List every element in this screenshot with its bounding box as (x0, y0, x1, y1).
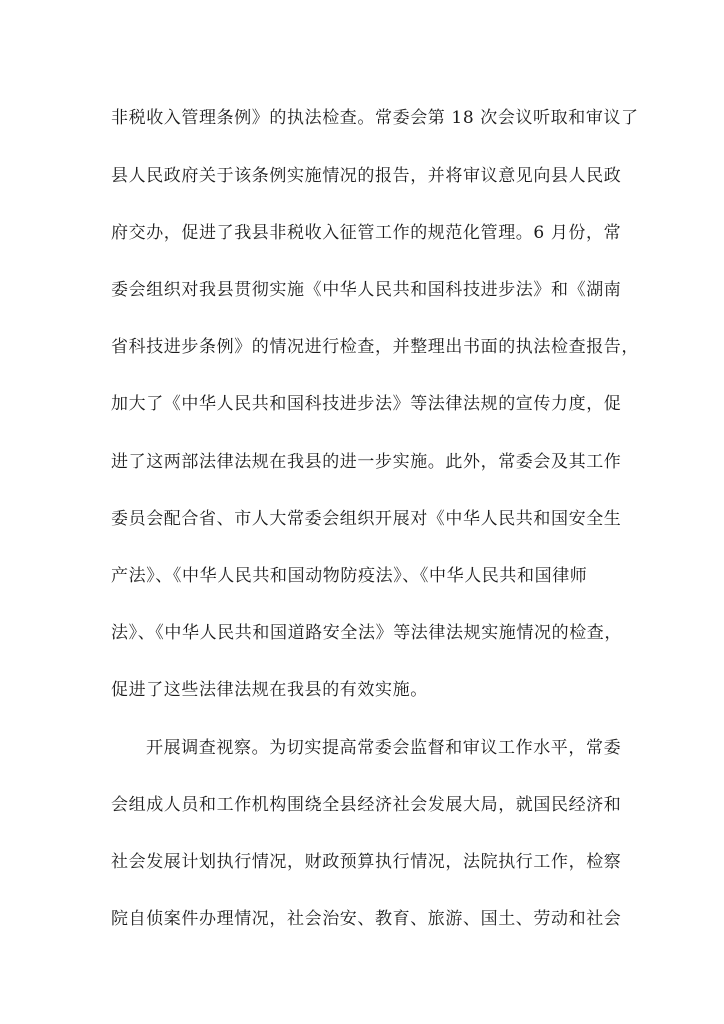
paragraph-line: 产法》、《中华人民共和国动物防疫法》、《中华人民共和国律师 (111, 566, 588, 586)
paragraph-line: 府交办，促进了我县非税收入征管工作的规范化管理。6 月份，常 (111, 223, 622, 243)
paragraph-line: 进了这两部法律法规在我县的进一步实施。此外，常委会及其工作 (111, 452, 622, 472)
paragraph-line: 法》、《中华人民共和国道路安全法》等法律法规实施情况的检查， (111, 623, 622, 643)
paragraph-line: 非税收入管理条例》的执法检查。常委会第 18 次会议听取和审议了 (111, 108, 639, 128)
paragraph-line: 委员会配合省、市人大常委会组织开展对《中华人民共和国安全生 (111, 509, 622, 529)
paragraph-line: 加大了《中华人民共和国科技进步法》等法律法规的宣传力度，促 (111, 394, 622, 414)
paragraph-line: 促进了这些法律法规在我县的有效实施。 (111, 680, 428, 700)
paragraph-line: 委会组织对我县贯彻实施《中华人民共和国科技进步法》和《湖南 (111, 280, 622, 300)
paragraph-line: 开展调查视察。为切实提高常委会监督和审议工作水平，常委 (146, 738, 622, 758)
paragraph-line: 社会发展计划执行情况，财政预算执行情况，法院执行工作，检察 (111, 852, 622, 872)
paragraph-line: 县人民政府关于该条例实施情况的报告，并将审议意见向县人民政 (111, 166, 622, 186)
paragraph-line: 院自侦案件办理情况，社会治安、教育、旅游、国土、劳动和社会 (111, 909, 622, 929)
paragraph-line: 会组成人员和工作机构围绕全县经济社会发展大局，就国民经济和 (111, 795, 622, 815)
paragraph-line: 省科技进步条例》的情况进行检查，并整理出书面的执法检查报告， (111, 337, 639, 357)
